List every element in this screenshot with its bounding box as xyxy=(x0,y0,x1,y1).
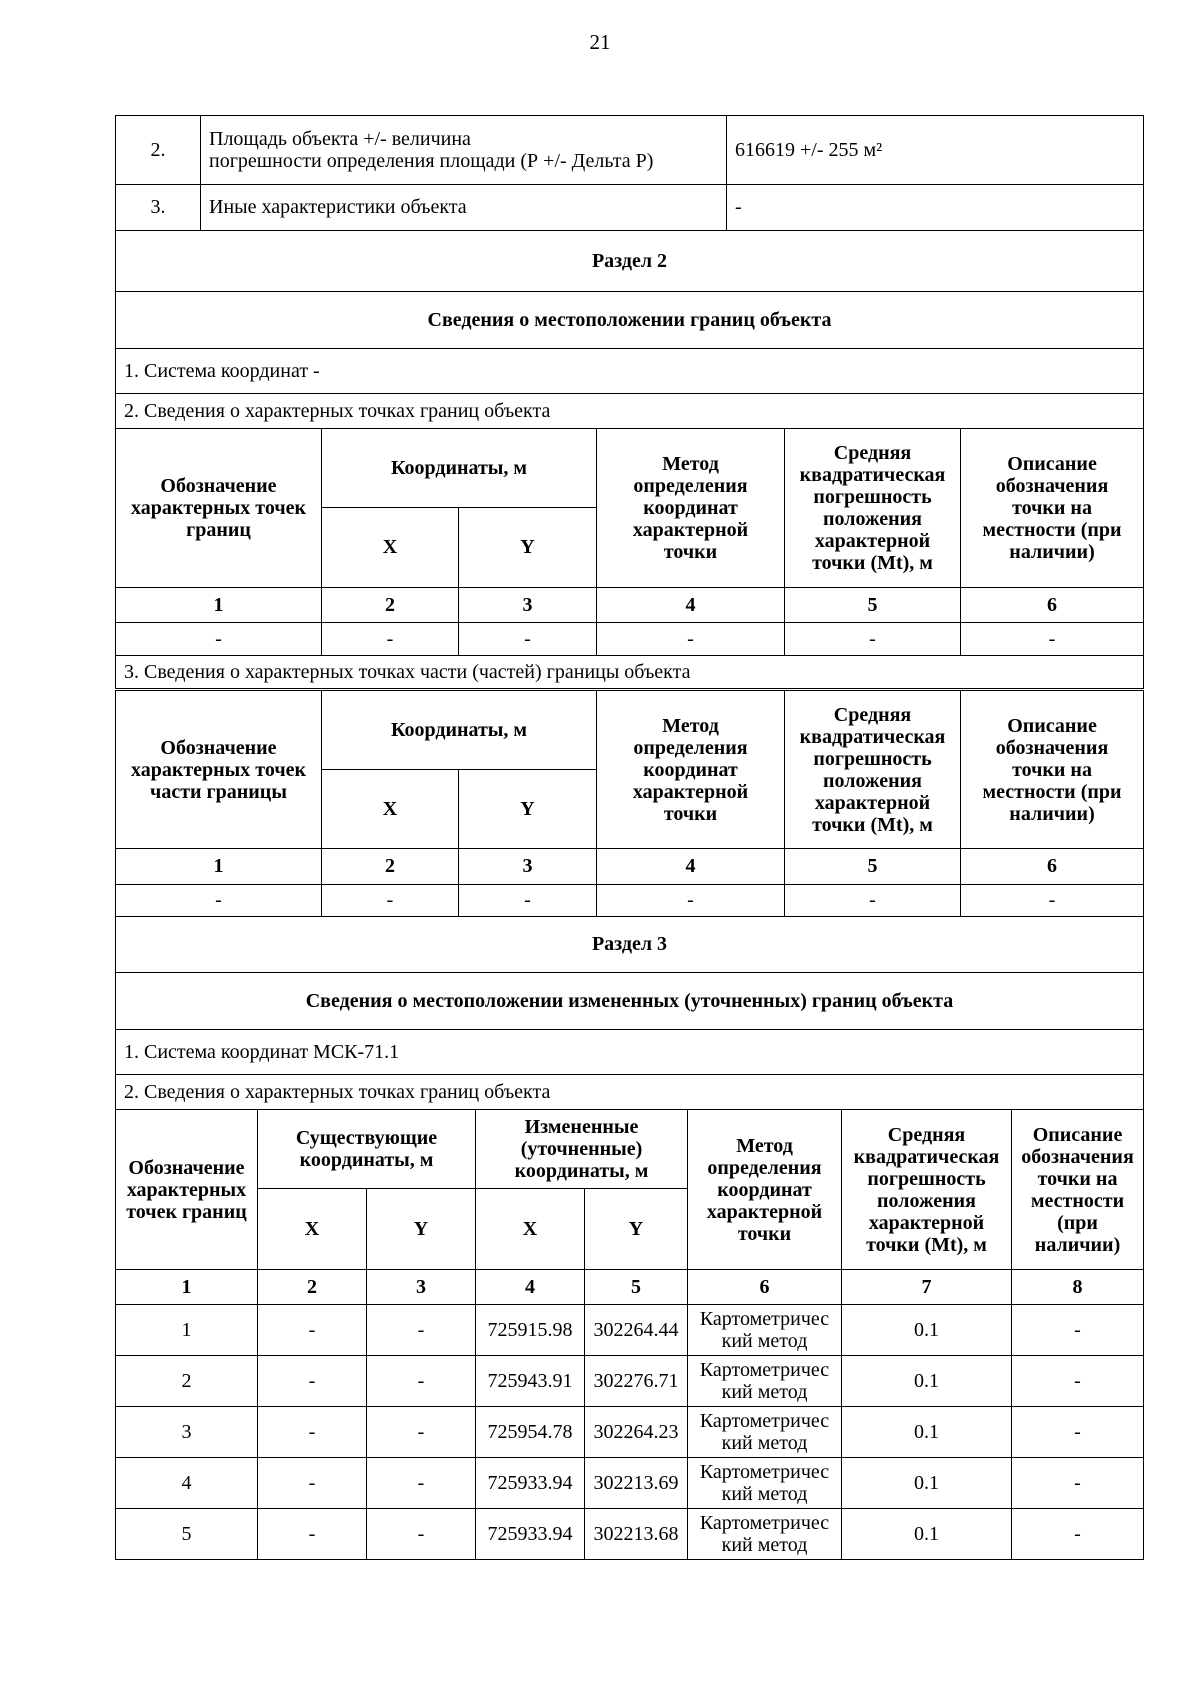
header-line: квадратическая xyxy=(853,1145,1000,1168)
error-header xyxy=(842,1110,1012,1270)
header-line: координаты, м xyxy=(514,1160,649,1182)
mean-error: 0.1 xyxy=(842,1509,1012,1560)
existing-x: - xyxy=(258,1356,367,1407)
point-description: - xyxy=(1012,1407,1144,1458)
x-header: X xyxy=(322,770,459,849)
header-line: Средняя xyxy=(833,703,912,726)
method-line: кий метод xyxy=(721,1381,808,1403)
header-line: характерной xyxy=(632,780,749,803)
column-number-row xyxy=(116,1270,1144,1305)
header-line: Средняя xyxy=(887,1123,966,1146)
method-cell xyxy=(688,1356,842,1407)
object-characteristics-table xyxy=(115,115,1144,231)
method-cell xyxy=(688,1458,842,1509)
col-number: 1 xyxy=(116,849,322,885)
method-cell xyxy=(688,1305,842,1356)
header-line: погрешность xyxy=(813,486,932,508)
header-line: определения xyxy=(633,736,748,759)
section2-subtitle: Сведения о местоположении границ объекта xyxy=(116,292,1144,349)
header-line: обозначения xyxy=(1021,1145,1134,1168)
designation-header xyxy=(116,691,322,849)
header-line: точек границ xyxy=(126,1200,247,1223)
changed-y: 302213.69 xyxy=(585,1458,688,1509)
col-number: 5 xyxy=(785,588,961,623)
existing-y: - xyxy=(367,1407,476,1458)
cell: - xyxy=(459,885,597,917)
section3-subtitle: Сведения о местоположении измененных (уточненных) границ объекта xyxy=(116,973,1144,1030)
mean-error: 0.1 xyxy=(842,1305,1012,1356)
section2-header xyxy=(115,230,1144,429)
description-header xyxy=(961,691,1144,849)
point-number: 4 xyxy=(116,1458,258,1509)
method-line: кий метод xyxy=(721,1534,808,1556)
header-line: координат xyxy=(717,1178,812,1201)
header-line: характерных точек xyxy=(130,758,307,781)
method-header xyxy=(688,1110,842,1270)
coordinate-system: 1. Система координат - xyxy=(116,349,1144,394)
description-header xyxy=(1012,1110,1144,1270)
cell: - xyxy=(597,623,785,656)
point-number: 5 xyxy=(116,1509,258,1560)
changed-y: 302264.44 xyxy=(585,1305,688,1356)
header-line: характерной xyxy=(814,530,931,552)
table-row xyxy=(116,1407,1144,1458)
header-line: характерных точек xyxy=(130,497,307,519)
cell: - xyxy=(322,885,459,917)
col-number: 2 xyxy=(322,588,459,623)
header-line: координат xyxy=(643,497,738,519)
table-row xyxy=(116,1509,1144,1560)
coordinates-header: Координаты, м xyxy=(322,691,597,770)
changed-x: 725933.94 xyxy=(476,1458,585,1509)
method-cell xyxy=(688,1407,842,1458)
col-number: 4 xyxy=(597,849,785,885)
existing-x: - xyxy=(258,1407,367,1458)
changed-y-header: Y xyxy=(585,1189,688,1270)
header-line: точки (Mt), м xyxy=(812,813,933,836)
header-line: характерной xyxy=(868,1211,985,1234)
col-number: 6 xyxy=(688,1270,842,1305)
point-number: 2 xyxy=(116,1356,258,1407)
header-line: наличии) xyxy=(1009,802,1095,825)
existing-y: - xyxy=(367,1458,476,1509)
header-line: точки (Mt), м xyxy=(866,1233,987,1256)
col-number: 3 xyxy=(459,849,597,885)
column-number-row xyxy=(116,849,1144,885)
method-line: Картометричес xyxy=(699,1512,830,1534)
header-line: наличии) xyxy=(1034,1233,1121,1256)
label-line: Площадь объекта +/- величина xyxy=(209,128,471,150)
method-cell xyxy=(688,1509,842,1560)
col-number: 1 xyxy=(116,588,322,623)
points-heading: 2. Сведения о характерных точках границ объекта xyxy=(116,1075,1144,1110)
existing-y-header: Y xyxy=(367,1189,476,1270)
header-line: наличии) xyxy=(1009,541,1095,563)
col-number: 3 xyxy=(459,588,597,623)
changed-y: 302264.23 xyxy=(585,1407,688,1458)
existing-x: - xyxy=(258,1458,367,1509)
table-row xyxy=(116,885,1144,917)
header-line: точки на xyxy=(1012,497,1092,519)
header-line: положения xyxy=(877,1189,976,1212)
changed-y: 302276.71 xyxy=(585,1356,688,1407)
col-number: 5 xyxy=(585,1270,688,1305)
existing-x-header: X xyxy=(258,1189,367,1270)
header-line: точки (Mt), м xyxy=(812,552,933,574)
header-line: обозначения xyxy=(995,475,1109,497)
page-number: 21 xyxy=(589,30,611,54)
header-line: положения xyxy=(823,508,922,530)
changed-x: 725954.78 xyxy=(476,1407,585,1458)
table-row xyxy=(116,1356,1144,1407)
row-number: 3. xyxy=(116,185,201,231)
row-value: - xyxy=(727,185,1144,231)
header-line: характерной xyxy=(632,519,749,541)
header-line: Метод xyxy=(736,1134,793,1157)
coordinates-header: Координаты, м xyxy=(322,429,597,508)
y-header: Y xyxy=(459,508,597,588)
method-line: Картометричес xyxy=(699,1461,830,1483)
header-line: Описание xyxy=(1007,453,1097,475)
cell: - xyxy=(961,885,1144,917)
col-number: 4 xyxy=(476,1270,585,1305)
header-line: характерной xyxy=(814,791,931,814)
column-number-row xyxy=(116,588,1144,623)
cell: - xyxy=(116,623,322,656)
col-number: 6 xyxy=(961,588,1144,623)
header-line: границ xyxy=(186,519,251,541)
cell: - xyxy=(961,623,1144,656)
col-number: 2 xyxy=(322,849,459,885)
cell: - xyxy=(322,623,459,656)
section3-header xyxy=(115,916,1144,1110)
header-line: Обозначение xyxy=(128,1156,245,1179)
col-number: 1 xyxy=(116,1270,258,1305)
header-line: местности (при xyxy=(982,519,1122,541)
changed-x: 725943.91 xyxy=(476,1356,585,1407)
point-description: - xyxy=(1012,1458,1144,1509)
boundary-points-table xyxy=(115,428,1144,689)
table-row xyxy=(116,116,1144,185)
mean-error: 0.1 xyxy=(842,1458,1012,1509)
changed-coords-header xyxy=(476,1110,688,1189)
existing-x: - xyxy=(258,1509,367,1560)
error-header xyxy=(785,429,961,588)
table-row xyxy=(116,185,1144,231)
cell: - xyxy=(597,885,785,917)
designation-header xyxy=(116,429,322,588)
header-line: Существующие xyxy=(295,1127,438,1149)
col-number: 7 xyxy=(842,1270,1012,1305)
table-row xyxy=(116,1305,1144,1356)
header-line: квадратическая xyxy=(799,725,946,748)
changed-y: 302213.68 xyxy=(585,1509,688,1560)
header-line: координаты, м xyxy=(299,1149,434,1171)
header-line: погрешность xyxy=(813,747,932,770)
method-header xyxy=(597,691,785,849)
existing-y: - xyxy=(367,1356,476,1407)
method-line: кий метод xyxy=(721,1432,808,1454)
header-line: Обозначение xyxy=(160,736,277,759)
header-line: характерной xyxy=(706,1200,823,1223)
changed-points-table xyxy=(115,1109,1144,1560)
cell: - xyxy=(116,885,322,917)
coordinate-system: 1. Система координат МСК-71.1 xyxy=(116,1030,1144,1075)
header-line: Обозначение xyxy=(160,475,277,497)
col-number: 4 xyxy=(597,588,785,623)
point-number: 1 xyxy=(116,1305,258,1356)
changed-x: 725933.94 xyxy=(476,1509,585,1560)
point-description: - xyxy=(1012,1305,1144,1356)
mean-error: 0.1 xyxy=(842,1407,1012,1458)
col-number: 8 xyxy=(1012,1270,1144,1305)
header-line: части границы xyxy=(150,780,287,803)
header-line: точки xyxy=(663,802,718,825)
col-number: 3 xyxy=(367,1270,476,1305)
section2-title: Раздел 2 xyxy=(116,231,1144,292)
point-description: - xyxy=(1012,1509,1144,1560)
changed-x: 725915.98 xyxy=(476,1305,585,1356)
existing-y: - xyxy=(367,1509,476,1560)
header-line: обозначения xyxy=(995,736,1109,759)
header-line: точки xyxy=(663,541,718,563)
y-header: Y xyxy=(459,770,597,849)
cell: - xyxy=(785,623,961,656)
header-line: местности xyxy=(1030,1189,1125,1212)
table-row xyxy=(116,1458,1144,1509)
header-line: Описание xyxy=(1007,714,1097,737)
existing-x: - xyxy=(258,1305,367,1356)
col-number: 5 xyxy=(785,849,961,885)
header-line: характерных xyxy=(126,1178,247,1201)
header-line: координат xyxy=(643,758,738,781)
method-line: Картометричес xyxy=(699,1308,830,1330)
error-header xyxy=(785,691,961,849)
method-line: Картометричес xyxy=(699,1410,830,1432)
method-line: кий метод xyxy=(721,1483,808,1505)
existing-coords-header xyxy=(258,1110,476,1189)
cell: - xyxy=(785,885,961,917)
header-line: точки на xyxy=(1012,758,1092,781)
cell: - xyxy=(459,623,597,656)
label-line: погрешности определения площади (Р +/- Дельта Р) xyxy=(209,150,654,172)
header-line: определения xyxy=(633,475,748,497)
col-number: 2 xyxy=(258,1270,367,1305)
header-line: (уточненные) xyxy=(520,1138,643,1160)
method-header xyxy=(597,429,785,588)
method-line: Картометричес xyxy=(699,1359,830,1381)
header-line: Метод xyxy=(662,453,719,475)
row-label: Иные характеристики объекта xyxy=(201,185,727,231)
header-line: (при xyxy=(1057,1211,1098,1234)
header-line: точки xyxy=(737,1222,792,1245)
header-line: определения xyxy=(707,1156,822,1179)
section3-title: Раздел 3 xyxy=(116,917,1144,973)
header-line: местности (при xyxy=(982,780,1122,803)
row-label xyxy=(201,116,727,185)
boundary-parts-table xyxy=(115,690,1144,917)
mean-error: 0.1 xyxy=(842,1356,1012,1407)
points-heading: 2. Сведения о характерных точках границ объекта xyxy=(116,394,1144,429)
header-line: точки на xyxy=(1037,1167,1118,1190)
header-line: Описание xyxy=(1032,1123,1123,1146)
area-value: 616619 +/- 255 м² xyxy=(727,116,1144,185)
header-line: погрешность xyxy=(867,1167,986,1190)
existing-y: - xyxy=(367,1305,476,1356)
parts-heading: 3. Сведения о характерных точках части (частей) границы объекта xyxy=(116,656,1144,689)
point-number: 3 xyxy=(116,1407,258,1458)
designation-header xyxy=(116,1110,258,1270)
point-description: - xyxy=(1012,1356,1144,1407)
header-line: Средняя xyxy=(833,442,912,464)
x-header: X xyxy=(322,508,459,588)
col-number: 6 xyxy=(961,849,1144,885)
changed-x-header: X xyxy=(476,1189,585,1270)
header-line: Метод xyxy=(662,714,719,737)
row-number: 2. xyxy=(116,116,201,185)
header-line: Измененные xyxy=(524,1116,639,1138)
method-line: кий метод xyxy=(721,1330,808,1352)
header-line: положения xyxy=(823,769,922,792)
header-line: квадратическая xyxy=(799,464,946,486)
table-row xyxy=(116,623,1144,656)
description-header xyxy=(961,429,1144,588)
